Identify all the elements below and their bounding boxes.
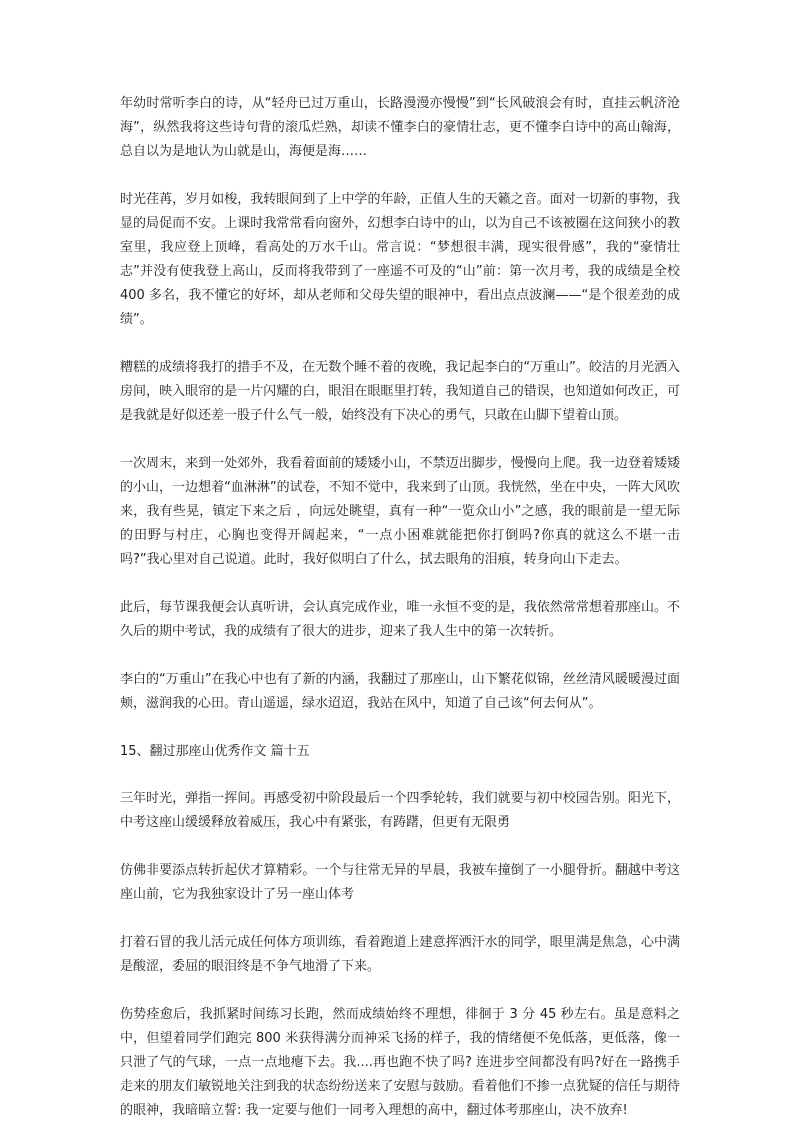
paragraph-progress: 此后，每节课我便会认真听讲，会认真完成作业，唯一永恒不变的是，我依然常常想着那座山。不久后的期中考试，我的成绩有了很大的进步，迎来了我人生中的第一次转折。 <box>120 600 680 639</box>
paragraph-running-practice: 伤势痊愈后，我抓紧时间练习长跑，然而成绩始终不理想，徘徊于 3 分 45 秒左右。虽是意料之中，但望着同学们跑完 800 米获得满分而神采飞扬的样子，我的情绪便不免低落，更低落，像一只泄了气的气球，一点一点地瘪下去。我....再也跑不快了吗? 连进步空间都没有吗?好在一路携手走来的朋友们敏锐地关注到我的状态纷纷送来了安慰与鼓励。看着他们不掺一点犹疑的信任与期待的眼神，我暗暗立誓: 我一定要与他们一同考入理想的高中，翻过体考那座山，决不放弃! <box>120 1007 680 1118</box>
paragraph-climbing-hill: 一次周末，来到一处郊外，我看着面前的矮矮小山，不禁迈出脚步，慢慢向上爬。我一边登着矮矮的小山，一边想着“血淋淋”的试卷，不知不觉中，我来到了山顶。我恍然，坐在中央，一阵大风吹来，我有些晃，镇定下来之后 ，向远处眺望，真有一种“一览众山小”之感，我的眼前是一望无际的田野与村庄，心胸也变得开阔起来，“一点小困难就能把你打倒吗?你真的就这么不堪一击吗?”我心里对自己说道。此时，我好似明白了什么，拭去眼角的泪痕，转身向山下走去。 <box>120 456 680 567</box>
section-title: 15、翻过那座山优秀作文 篇十五 <box>120 744 310 759</box>
document-page <box>120 92 680 1147</box>
paragraph-watching-classmates: 打着石冒的我儿活元成任何体方项训练，看着跑道上建意挥洒汗水的同学，眼里满是焦急，心中满是酸涩，委屈的眼泪终是不争气地滑了下来。 <box>120 935 680 974</box>
paragraph-middle-school: 时光荏苒，岁月如梭，我转眼间到了上中学的年龄，正值人生的天籁之音。面对一切新的事物，我显的局促而不安。上课时我常常看向窗外，幻想李白诗中的山，以为自己不该被圈在这间狭小的教室里，我应登上顶峰，看高处的万水千山。常言说：“梦想很丰满，现实很骨感”，我的“豪情壮志”并没有使我登上高山，反而将我带到了一座遥不可及的“山”前：第一次月考，我的成绩是全校 400 多名，我不懂它的好坏，却从老师和父母失望的眼神中，看出点点波澜——“是个很差劲的成绩”。 <box>120 192 680 327</box>
paragraph-three-years: 三年时光，弹指一挥间。再感受初中阶段最后一个四季轮转，我们就要与初中校园告别。阳光下，中考这座山缓缓释放着威压，我心中有紧张，有踌躇，但更有无限勇 <box>120 791 680 830</box>
paragraph-childhood-poems: 年幼时常听李白的诗，从“轻舟已过万重山，长路漫漫亦慢慢”到“长风破浪会有时，直挂云帆济沧海”，纵然我将这些诗句背的滚瓜烂熟，却读不懂李白的豪情壮志，更不懂李白诗中的高山翰海，总自以为是地认为山就是山，海便是海…… <box>120 96 680 159</box>
paragraph-accident: 仿佛非要添点转折起伏才算精彩。一个与往常无异的早晨，我被车撞倒了一小腿骨折。翻越中考这座山前，它为我独家设计了另一座山体考 <box>120 863 680 902</box>
paragraph-bad-grades: 糟糕的成绩将我打的措手不及，在无数个睡不着的夜晚，我记起李白的“万重山”。皎洁的月光洒入房间，映入眼帘的是一片闪耀的白，眼泪在眼眶里打转，我知道自己的错误，也知道如何改正，可是我就是好似还差一股子什么气一般，始终没有下决心的勇气，只敢在山脚下望着山顶。 <box>120 360 680 423</box>
paragraph-new-meaning: 李白的“万重山”在我心中也有了新的内涵，我翻过了那座山，山下繁花似锦，丝丝清风暖暖漫过面颊，滋润我的心田。青山遥遥，绿水迢迢，我站在风中，知道了自己该“何去何从”。 <box>120 672 680 711</box>
